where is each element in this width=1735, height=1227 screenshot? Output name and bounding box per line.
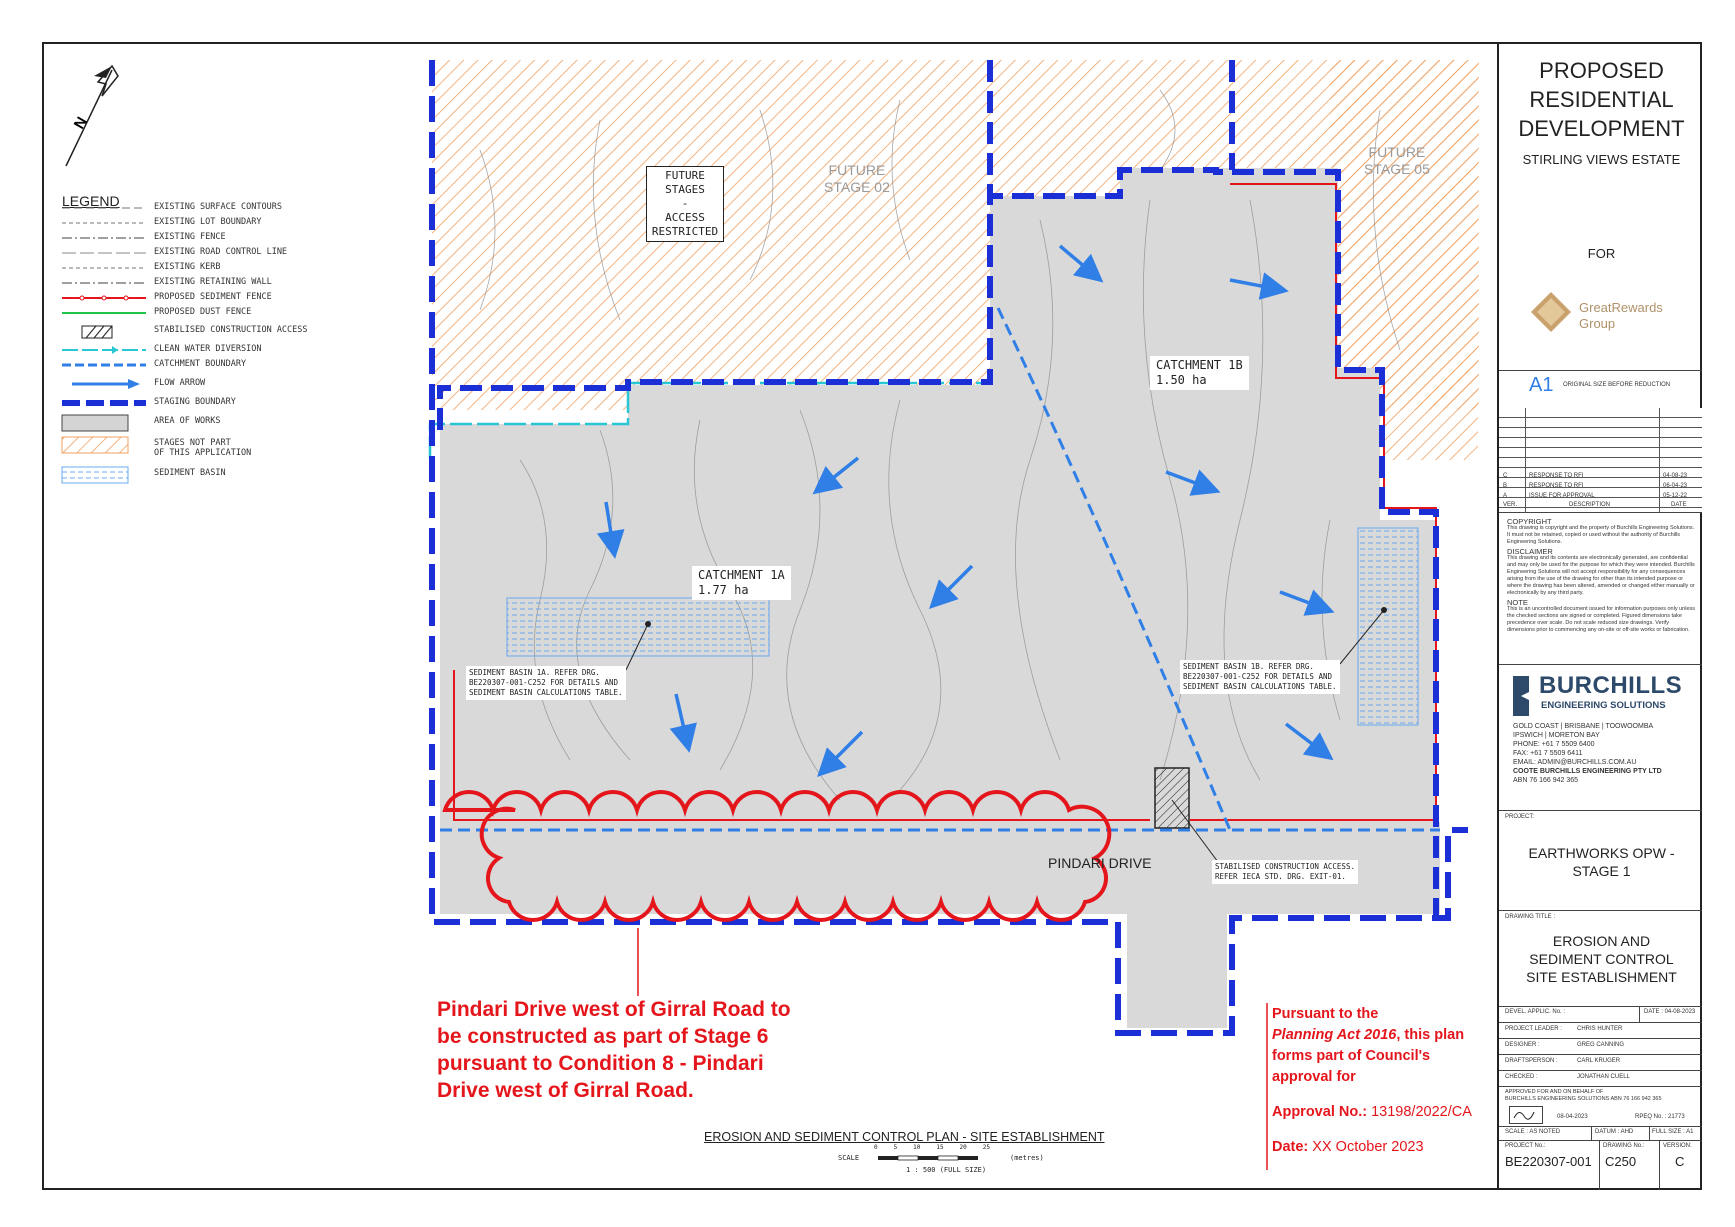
basin-1b-note: [1180, 660, 1340, 694]
note-line: SEDIMENT BASIN CALCULATIONS TABLE.: [1183, 682, 1337, 691]
approval-stamp: [1272, 1004, 1492, 1158]
project-leader-label: PROJECT LEADER :: [1505, 1026, 1562, 1032]
project-title-line: DEVELOPMENT: [1518, 116, 1685, 141]
company-name: BURCHILLS: [1539, 672, 1683, 699]
legend-item-label: EXISTING ROAD CONTROL LINE: [154, 247, 288, 257]
scale-value: AS NOTED: [1529, 1129, 1561, 1135]
approved-block: [1505, 1089, 1662, 1103]
company-info-line: GOLD COAST | BRISBANE | TOOWOOMBA: [1513, 723, 1654, 730]
version-label: VERSION:: [1663, 1143, 1692, 1149]
client-name: GreatRewards: [1579, 300, 1663, 315]
project-title-line: PROPOSED: [1539, 58, 1664, 83]
revision-desc: RESPONSE TO RFI: [1529, 483, 1584, 489]
legend-item-label: EXISTING SURFACE CONTOURS: [154, 202, 282, 212]
label-line: FUTURE: [1368, 144, 1426, 160]
project-name-line: STAGE 1: [1572, 863, 1631, 879]
approved-line: APPROVED FOR AND ON BEHALF OF: [1505, 1089, 1604, 1095]
checked-label: CHECKED :: [1505, 1074, 1538, 1080]
scale-tick: 10: [913, 1144, 921, 1151]
draftsperson-label: DRAFTSPERSON :: [1505, 1058, 1558, 1064]
future-stages-line: ACCESS: [665, 211, 705, 224]
revision-ver: A: [1503, 493, 1508, 499]
approved-line: BURCHILLS ENGINEERING SOLUTIONS: [1505, 1096, 1610, 1102]
label-line: FUTURE: [828, 162, 886, 178]
company-info: [1513, 722, 1662, 785]
client-name: Group: [1579, 316, 1616, 331]
approval-no-label: Approval No.:: [1272, 1104, 1368, 1120]
project-name: [1499, 844, 1704, 880]
legend-item-label: PROPOSED SEDIMENT FENCE: [154, 292, 272, 302]
drawing-no-label: DRAWING No.:: [1603, 1143, 1645, 1149]
revision-desc: RESPONSE TO RFI: [1529, 473, 1584, 479]
company-info-line: COOTE BURCHILLS ENGINEERING PTY LTD: [1513, 768, 1662, 775]
approval-line: Pursuant to the: [1272, 1006, 1379, 1022]
devel-applic-label: DEVEL. APPLIC. No. :: [1505, 1009, 1566, 1015]
note-line: SEDIMENT BASIN 1B. REFER DRG.: [1183, 662, 1314, 671]
signature-icon: [1509, 1106, 1543, 1124]
legend-item-label: EXISTING RETAINING WALL: [154, 277, 272, 287]
fullsize-value: A1: [1686, 1129, 1694, 1135]
note-line: BE220307-001-C252 FOR DETAILS AND: [469, 678, 619, 687]
label-line: STAGE 02: [824, 179, 890, 195]
future-stage-05-label: [1364, 144, 1430, 178]
plan-title: EROSION AND SEDIMENT CONTROL PLAN - SITE ESTABLISHMENT: [704, 1130, 1105, 1144]
rev-header-ver: VER.: [1503, 502, 1518, 508]
note-line: SEDIMENT BASIN CALCULATIONS TABLE.: [469, 688, 623, 697]
project-no-label: PROJECT No.:: [1505, 1143, 1546, 1149]
scale-units: (metres): [1010, 1154, 1044, 1162]
legend-item-label: AREA OF WORKS: [154, 416, 221, 426]
access-note: [1212, 860, 1358, 884]
disclaimer-text: This drawing and its contents are electronically generated, are confidential and may only be used for the purpose for which they were intended. Burchills Engineering Solutions will not accept responsibility for any consequences arising from the use of the drawing for other than its intended purpose or where the drawing has been altered, amended or changed either manually or electronically by any third party.: [1507, 555, 1695, 596]
designer: GREG CANNING: [1577, 1042, 1625, 1048]
scale-tick: 0: [874, 1144, 878, 1151]
drawing-title-line: SITE ESTABLISHMENT: [1526, 969, 1677, 985]
label-line: 1.50 ha: [1156, 373, 1207, 387]
drawing-title: [1499, 932, 1704, 986]
approval-act: Planning Act 2016: [1272, 1027, 1397, 1043]
legend-item-label: EXISTING KERB: [154, 262, 221, 272]
copyright-text: This drawing is copyright and the property of Burchills Engineering Solutions. It must not be retained, copied or used without the authority of Burchills Engineering Solutions.: [1507, 525, 1695, 545]
catchment-1a-label: [692, 566, 791, 600]
note-line: STABILISED CONSTRUCTION ACCESS.: [1215, 862, 1355, 871]
drawing-title-line: SEDIMENT CONTROL: [1529, 951, 1674, 967]
scale-tick: 15: [936, 1144, 944, 1151]
revision-date: 06-04-23: [1663, 483, 1688, 489]
legend-item-label: EXISTING LOT BOUNDARY: [154, 217, 262, 227]
approved-abn: ABN 76 166 942 365: [1610, 1096, 1662, 1102]
future-stages-line: -: [681, 197, 689, 210]
revision-ver: B: [1503, 483, 1508, 489]
company-sub: ENGINEERING SOLUTIONS: [1541, 700, 1666, 711]
drawing-no: C250: [1605, 1154, 1637, 1169]
legend-item-label: STAGES NOT PART: [154, 438, 231, 448]
note-title: NOTE: [1507, 598, 1528, 607]
rpeq-no: RPEQ No. : 21773: [1635, 1114, 1685, 1120]
scale-tick: 25: [982, 1144, 990, 1151]
revision-ver: C: [1503, 473, 1508, 479]
client-logo-icon: [1529, 290, 1573, 334]
future-stages-line: FUTURE: [665, 169, 705, 182]
scale-ratio: 1 : 500 (FULL SIZE): [906, 1166, 987, 1174]
project-leader: CHRIS HUNTER: [1577, 1026, 1623, 1032]
road-label: PINDARI DRIVE: [1048, 855, 1152, 871]
company-info-line: EMAIL: ADMIN@BURCHILLS.COM.AU: [1513, 759, 1637, 766]
project-title: [1499, 56, 1704, 143]
datum-label: DATUM :: [1595, 1129, 1620, 1135]
legend-item-label: SEDIMENT BASIN: [154, 468, 226, 478]
devel-date-label: DATE :: [1644, 1009, 1663, 1015]
stabilised-construction-access: [1155, 768, 1189, 828]
company-info-line: FAX: +61 7 5509 6411: [1513, 750, 1583, 757]
basin-1a-note: [466, 666, 626, 700]
label-line: STAGE 05: [1364, 161, 1430, 177]
revision-desc: ISSUE FOR APPROVAL: [1529, 493, 1595, 499]
legend-item-label: STAGING BOUNDARY: [154, 397, 236, 407]
legend-item-label: PROPOSED DUST FENCE: [154, 307, 252, 317]
note-line: BE220307-001-C252 FOR DETAILS AND: [1183, 672, 1333, 681]
version: C: [1675, 1154, 1685, 1169]
sediment-basin-1a: [507, 598, 769, 656]
red-note-line: pursuant to Condition 8 - Pindari: [437, 1052, 764, 1075]
revision-date: 04-08-23: [1663, 473, 1688, 479]
datum-value: AHD: [1620, 1129, 1634, 1135]
future-stages-line: RESTRICTED: [651, 225, 719, 238]
copyright-title: COPYRIGHT: [1507, 517, 1552, 526]
legend-title: LEGEND: [62, 193, 120, 209]
draftsperson: CARL KRUGER: [1577, 1058, 1621, 1064]
legend-item-label: FLOW ARROW: [154, 378, 206, 388]
legend-item-label: OF THIS APPLICATION: [154, 448, 252, 458]
estate-name: STIRLING VIEWS ESTATE: [1522, 152, 1681, 167]
project-name-line: EARTHWORKS OPW -: [1528, 845, 1675, 861]
devel-date: 04-08-2023: [1664, 1009, 1696, 1015]
approval-no: 13198/2022/CA: [1371, 1104, 1472, 1120]
drawing-title-line: EROSION AND: [1552, 933, 1651, 949]
approved-date: 08-04-2023: [1557, 1114, 1588, 1120]
approval-line: forms part of Council's: [1272, 1048, 1431, 1064]
approval-line: approval for: [1272, 1069, 1356, 1085]
future-stage-02-label: [824, 162, 890, 196]
red-note: [437, 996, 791, 1104]
red-note-line: Drive west of Girral Road.: [437, 1079, 694, 1102]
scale-bar: [876, 1150, 1006, 1164]
title-block: [1497, 42, 1702, 1190]
note-line: SEDIMENT BASIN 1A. REFER DRG.: [469, 668, 600, 677]
sediment-basin-1b: [1358, 528, 1418, 725]
legend-item-label: CLEAN WATER DIVERSION: [154, 344, 262, 354]
fullsize-label: FULL SIZE :: [1652, 1129, 1685, 1135]
drawing-title-label: DRAWING TITLE :: [1505, 914, 1556, 920]
label-line: 1.77 ha: [698, 583, 749, 597]
legend-item-label: STABILISED CONSTRUCTION ACCESS: [154, 325, 308, 335]
red-note-line: be constructed as part of Stage 6: [437, 1025, 769, 1048]
future-stages-line: STAGES: [665, 183, 705, 196]
label-line: CATCHMENT 1A: [698, 568, 785, 582]
note-text: This is an uncontrolled document issued for information purposes only unless the checked sections are signed or completed. Figured dimensions take precedence over scale. Do not scale reduced size drawings. Verify dimensions prior to commencing any on-site or off-site works or fabrication.: [1507, 606, 1696, 633]
label-line: CATCHMENT 1B: [1156, 358, 1243, 372]
project-title-line: RESIDENTIAL: [1529, 87, 1674, 112]
for-label: FOR: [1587, 246, 1616, 261]
catchment-1b-label: [1150, 356, 1249, 390]
note-line: REFER IECA STD. DRG. EXIT-01.: [1215, 872, 1346, 881]
checked: JONATHAN CUELL: [1577, 1074, 1630, 1080]
scale-tick: 5: [893, 1144, 898, 1151]
sheet-size: A1: [1529, 374, 1554, 396]
legend-item-label: EXISTING FENCE: [154, 232, 226, 242]
scale-label-tb: SCALE :: [1505, 1129, 1529, 1135]
svg-text:N: N: [70, 114, 91, 132]
revision-table: [1499, 408, 1702, 512]
copyright-block: [1507, 518, 1697, 634]
approval-date-label: Date:: [1272, 1139, 1309, 1155]
burchills-logo-icon: [1511, 674, 1533, 718]
rev-header-desc: DESCRIPTION: [1569, 502, 1611, 508]
scale-ticks: [874, 1144, 990, 1151]
legend-item-label: CATCHMENT BOUNDARY: [154, 359, 247, 369]
designer-label: DESIGNER :: [1505, 1042, 1540, 1048]
scale-label: SCALE: [838, 1154, 860, 1162]
company-info-line: PHONE: +61 7 5509 6400: [1513, 741, 1595, 748]
rev-header-date: DATE: [1671, 502, 1687, 508]
approval-date: XX October 2023: [1312, 1139, 1424, 1155]
company-info-line: IPSWICH | MORETON BAY: [1513, 732, 1600, 739]
future-stages-box: [646, 166, 724, 242]
project-label: PROJECT:: [1505, 814, 1535, 820]
sheet-size-note: ORIGINAL SIZE BEFORE REDUCTION: [1563, 382, 1671, 388]
scale-tick: 20: [959, 1144, 967, 1151]
disclaimer-title: DISCLAIMER: [1507, 547, 1553, 556]
revision-date: 05-12-22: [1663, 493, 1688, 499]
client-logo-text: [1579, 300, 1663, 332]
approval-line: , this plan: [1396, 1027, 1465, 1043]
project-no: BE220307-001: [1505, 1154, 1592, 1169]
company-info-line: ABN 76 166 942 365: [1513, 777, 1578, 784]
red-note-line: Pindari Drive west of Girral Road to: [437, 998, 791, 1021]
